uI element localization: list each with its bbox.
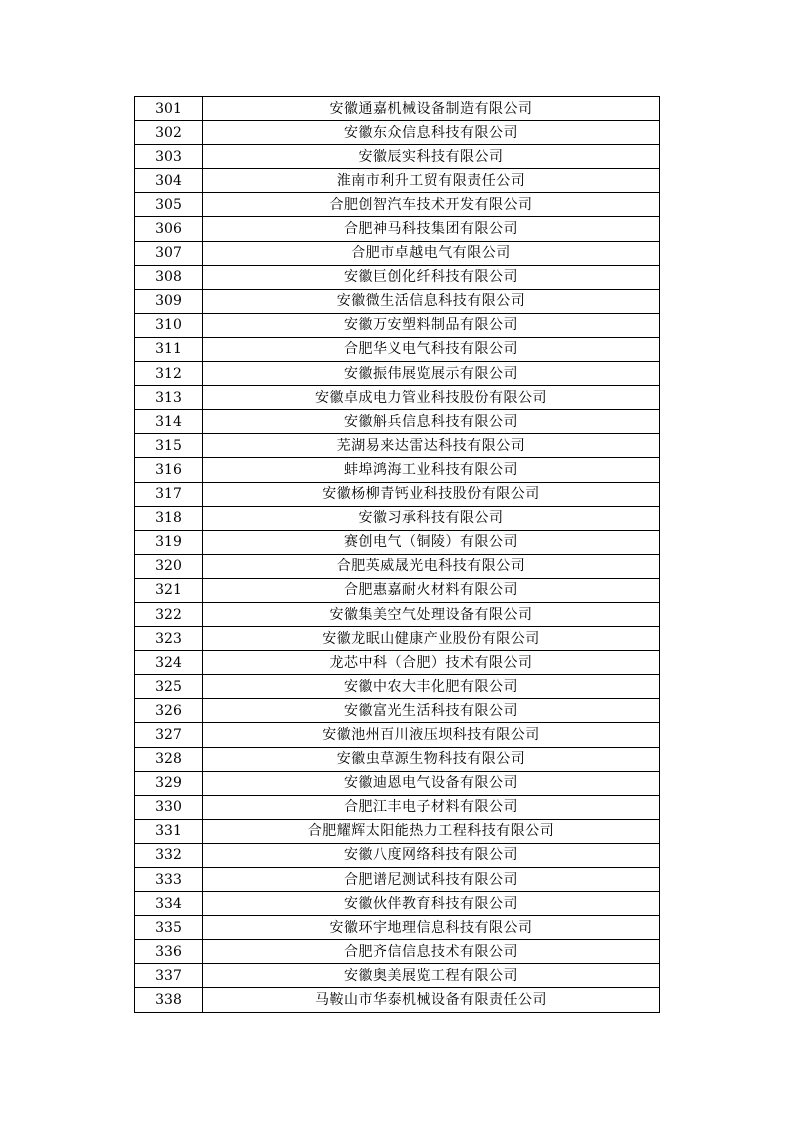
table-row: [135, 410, 660, 434]
table-row: [135, 169, 660, 193]
company-name-cell: 安徽万安塑料制品有限公司: [203, 313, 660, 337]
row-number-cell: 330: [135, 795, 203, 819]
company-name-cell: 安徽龙眠山健康产业股份有限公司: [203, 627, 660, 651]
company-name-cell: 安徽八度网络科技有限公司: [203, 843, 660, 867]
table-row: [135, 988, 660, 1012]
table-row: [135, 651, 660, 675]
table-row: [135, 819, 660, 843]
company-name-cell: 合肥谱尼测试科技有限公司: [203, 868, 660, 892]
table-row: [135, 723, 660, 747]
row-number-cell: 313: [135, 386, 203, 410]
row-number-cell: 304: [135, 169, 203, 193]
row-number-cell: 312: [135, 362, 203, 386]
company-name-cell: 安徽巨创化纤科技有限公司: [203, 265, 660, 289]
company-name-cell: 蚌埠鸿海工业科技有限公司: [203, 458, 660, 482]
company-name-cell: 安徽振伟展览展示有限公司: [203, 362, 660, 386]
table-row: [135, 362, 660, 386]
company-name-cell: 芜湖易来达雷达科技有限公司: [203, 434, 660, 458]
table-row: [135, 337, 660, 361]
row-number-cell: 325: [135, 675, 203, 699]
company-name-cell: 安徽迪恩电气设备有限公司: [203, 771, 660, 795]
table-row: [135, 217, 660, 241]
row-number-cell: 309: [135, 289, 203, 313]
company-list-table: [134, 96, 660, 1013]
row-number-cell: 324: [135, 651, 203, 675]
table-row: [135, 193, 660, 217]
company-name-cell: 赛创电气（铜陵）有限公司: [203, 530, 660, 554]
company-name-cell: 安徽斛兵信息科技有限公司: [203, 410, 660, 434]
row-number-cell: 329: [135, 771, 203, 795]
company-name-cell: 合肥华义电气科技有限公司: [203, 337, 660, 361]
row-number-cell: 316: [135, 458, 203, 482]
row-number-cell: 318: [135, 506, 203, 530]
table-row: [135, 964, 660, 988]
company-name-cell: 安徽中农大丰化肥有限公司: [203, 675, 660, 699]
table-row: [135, 699, 660, 723]
company-name-cell: 合肥市卓越电气有限公司: [203, 241, 660, 265]
company-name-cell: 安徽池州百川液压坝科技有限公司: [203, 723, 660, 747]
row-number-cell: 321: [135, 578, 203, 602]
company-name-cell: 安徽伙伴教育科技有限公司: [203, 892, 660, 916]
row-number-cell: 307: [135, 241, 203, 265]
table-row: [135, 868, 660, 892]
row-number-cell: 333: [135, 868, 203, 892]
row-number-cell: 306: [135, 217, 203, 241]
row-number-cell: 302: [135, 121, 203, 145]
table-row: [135, 434, 660, 458]
company-name-cell: 安徽富光生活科技有限公司: [203, 699, 660, 723]
row-number-cell: 319: [135, 530, 203, 554]
company-name-cell: 合肥江丰电子材料有限公司: [203, 795, 660, 819]
row-number-cell: 301: [135, 97, 203, 121]
table-row: [135, 602, 660, 626]
table-row: [135, 97, 660, 121]
table-row: [135, 313, 660, 337]
table-row: [135, 386, 660, 410]
row-number-cell: 323: [135, 627, 203, 651]
company-name-cell: 合肥齐信信息技术有限公司: [203, 940, 660, 964]
company-name-cell: 安徽微生活信息科技有限公司: [203, 289, 660, 313]
row-number-cell: 335: [135, 916, 203, 940]
row-number-cell: 331: [135, 819, 203, 843]
table-row: [135, 771, 660, 795]
row-number-cell: 334: [135, 892, 203, 916]
row-number-cell: 305: [135, 193, 203, 217]
row-number-cell: 338: [135, 988, 203, 1012]
table-row: [135, 145, 660, 169]
table-row: [135, 578, 660, 602]
company-name-cell: 合肥神马科技集团有限公司: [203, 217, 660, 241]
row-number-cell: 317: [135, 482, 203, 506]
row-number-cell: 328: [135, 747, 203, 771]
row-number-cell: 314: [135, 410, 203, 434]
table-row: [135, 940, 660, 964]
table-row: [135, 530, 660, 554]
table-row: [135, 747, 660, 771]
company-name-cell: 合肥英威晟光电科技有限公司: [203, 554, 660, 578]
company-name-cell: 安徽通嘉机械设备制造有限公司: [203, 97, 660, 121]
company-name-cell: 安徽虫草源生物科技有限公司: [203, 747, 660, 771]
company-name-cell: 合肥创智汽车技术开发有限公司: [203, 193, 660, 217]
row-number-cell: 320: [135, 554, 203, 578]
row-number-cell: 311: [135, 337, 203, 361]
row-number-cell: 310: [135, 313, 203, 337]
table-row: [135, 265, 660, 289]
company-name-cell: 合肥耀辉太阳能热力工程科技有限公司: [203, 819, 660, 843]
row-number-cell: 322: [135, 602, 203, 626]
table-row: [135, 554, 660, 578]
table-row: [135, 121, 660, 145]
table-row: [135, 241, 660, 265]
company-name-cell: 安徽杨柳青钙业科技股份有限公司: [203, 482, 660, 506]
company-name-cell: 安徽奥美展览工程有限公司: [203, 964, 660, 988]
table-row: [135, 916, 660, 940]
table-row: [135, 675, 660, 699]
row-number-cell: 332: [135, 843, 203, 867]
table-row: [135, 627, 660, 651]
table-body: [135, 97, 660, 1013]
table-row: [135, 892, 660, 916]
company-name-cell: 安徽环宇地理信息科技有限公司: [203, 916, 660, 940]
company-name-cell: 安徽习承科技有限公司: [203, 506, 660, 530]
table-row: [135, 458, 660, 482]
company-name-cell: 安徽辰实科技有限公司: [203, 145, 660, 169]
table-row: [135, 795, 660, 819]
table-row: [135, 506, 660, 530]
table-row: [135, 289, 660, 313]
company-name-cell: 马鞍山市华泰机械设备有限责任公司: [203, 988, 660, 1012]
row-number-cell: 337: [135, 964, 203, 988]
row-number-cell: 303: [135, 145, 203, 169]
company-name-cell: 安徽卓成电力管业科技股份有限公司: [203, 386, 660, 410]
company-name-cell: 淮南市利升工贸有限责任公司: [203, 169, 660, 193]
row-number-cell: 336: [135, 940, 203, 964]
company-name-cell: 合肥惠嘉耐火材料有限公司: [203, 578, 660, 602]
row-number-cell: 308: [135, 265, 203, 289]
row-number-cell: 327: [135, 723, 203, 747]
row-number-cell: 315: [135, 434, 203, 458]
row-number-cell: 326: [135, 699, 203, 723]
company-name-cell: 龙芯中科（合肥）技术有限公司: [203, 651, 660, 675]
company-name-cell: 安徽东众信息科技有限公司: [203, 121, 660, 145]
company-name-cell: 安徽集美空气处理设备有限公司: [203, 602, 660, 626]
table-row: [135, 843, 660, 867]
table-row: [135, 482, 660, 506]
